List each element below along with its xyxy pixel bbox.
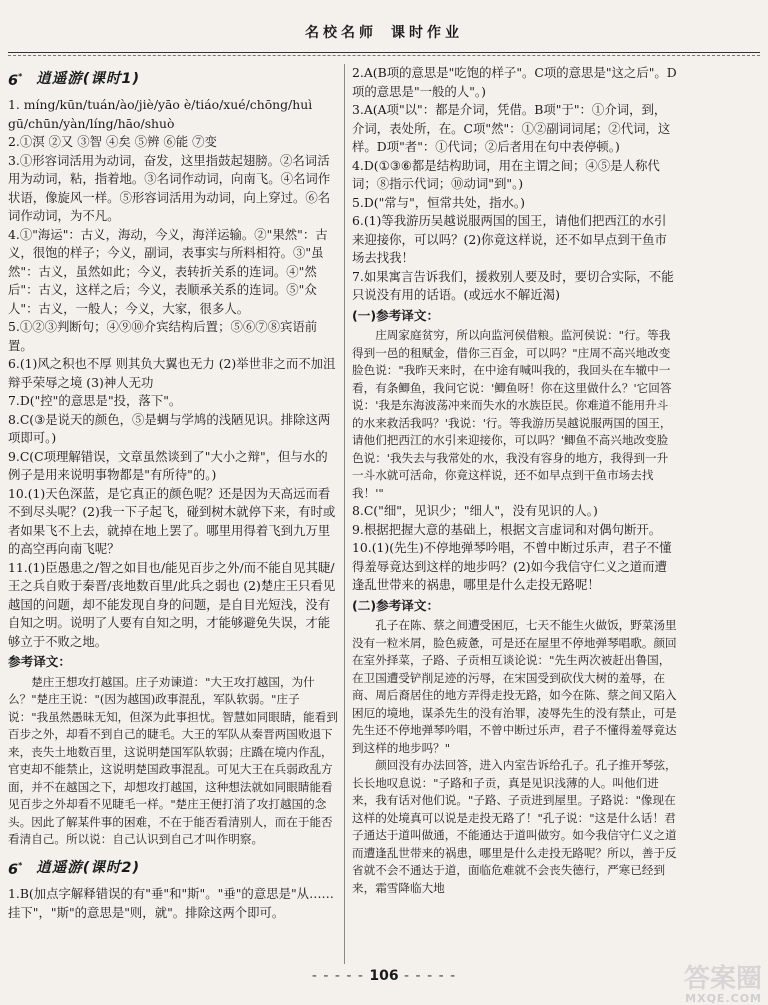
answer-item: 6.(1)等我游历吴越说服两国的国王，请他们把西江的水引来迎接你，可以吗？(2)你竟这样说，还不如早点到干鱼市场去找我！ (352, 213, 667, 265)
answer-item: 10.(1)天色深蓝，是它真正的颜色呢？还是因为天高远而看不到尽头呢？(2)我一下子起飞，碰到树木就停下来，有时或者如果飞不上去，就掉在地上罢了。哪里用得着飞到九万里的高空再向南飞呢？ (8, 485, 336, 557)
answer-item: 10.(1)(先生)不停地弹琴吟唱，不曾中断过乐声，君子不懂得羞辱竟达到这样的地步吗？(2)如今我信守仁义之道而遭逢乱世带来的祸患，哪里是什么走投无路呢！ (352, 540, 672, 592)
answer-item: 4.①"海运"：古义，海动，今义，海洋运输。②"果然"：古义，很饱的样子；今义，副词，表事实与所料相符。③"虽然"：古义，虽然如此；今义，表转折关系的连词。④"然后"：古义，这样之后；今义，表顺承关系的连词。⑤"众人"：古义，一般人；今义，大家，很多人。 (8, 226, 328, 316)
section-number: 6 (8, 72, 19, 89)
answer-item: 9.C(C项理解错误，文章虽然谈到了"大小之辩"，但与水的例子是用来说明事物都是"有所待"的。) (8, 448, 328, 483)
subsection-title: (一)参考译文： (352, 307, 440, 323)
answer-item: 7.D("控"的意思是"投，落下"。 (8, 393, 182, 409)
answer-item: 2.①溟 ②又 ③智 ④矣 ⑤辨 ⑥能 ⑦变 (8, 134, 217, 150)
answer-item: 9.根据把握大意的基础上，根据文言虚词和对偶句断开。 (352, 521, 662, 537)
answer-item: 5.①②③判断句；④⑨⑩介宾结构后置；⑤⑥⑦⑧宾语前置。 (8, 319, 318, 353)
site-watermark (612, 964, 762, 1005)
answer-item: 1.B(加点字解释错误的有"垂"和"斯"。"垂"的意思是"从……挂下"，"斯"的意思是"则，就"。排除这两个即可。 (8, 886, 334, 920)
answer-item: 3.①形容词活用为动词，奋发，这里指鼓起翅膀。②名词活用为动词，粘，指着地。③名词作动词，向南飞。④名词作状语，像旋风一样。⑤形容词活用为动词，向上穿过。⑥名词作动词，为不凡。 (8, 152, 331, 224)
page-number: 106 (369, 968, 399, 984)
answer-item: 8.C("细"，见识少；"细人"，没有见识的人。) (352, 503, 598, 518)
section-heading-1: 6* 逍遥游(课时1) (8, 70, 141, 89)
watermark-url: MXQE.COM (685, 992, 762, 1005)
section-number: 6 (8, 861, 19, 878)
reference-translation: 孔子在陈、蔡之间遭受困厄，七天不能生火做饭，野菜汤里没有一粒米屑，脸色疲惫，可是还在屋里不停地弹琴唱歌。颜回在室外择菜，子路、子贡相互谈论说："先生两次被赶出鲁国，在卫国遭受铲削足迹的污辱，在宋国受到砍伐大树的羞辱，在商、周后裔居住的地方弄得走投无路，如今在陈、蔡之间又陷入困厄的境地，谋杀先生的没有治罪，凌辱先生的没有禁止，可是先生还不停地弹琴吟唱，不曾中断过乐声，君子不懂得羞辱竟达到这样的地步吗？" (352, 618, 677, 755)
column-divider (344, 64, 345, 964)
answer-item: 7.如果寓言告诉我们，援救别人要及时，要切合实际，不能只说没有用的话语。(或远水不解近渴) (352, 268, 674, 302)
section-heading-2: 6* 逍遥游(课时2) (8, 859, 141, 878)
reference-translation-title: 参考译文： (8, 654, 71, 670)
running-header (0, 22, 768, 52)
answer-item: 2.A(B项的意思是"吃饱的样子"。C项的意思是"这之后"。D项的意思是"一般的人"。) (352, 65, 677, 99)
answer-item: 1. míng/kūn/tuán/ào/jiè/yāo è/tiáo/xué/chōng/huì gū/chūn/yàn/líng/hāo/shuò (8, 97, 313, 131)
answer-item: 6.(1)风之积也不厚 则其负大翼也无力 (2)举世非之而不加沮 辩乎荣辱之境 (3)神人无功 (8, 356, 336, 390)
right-column (352, 64, 678, 897)
section-title: 逍遥游(课时2) (36, 859, 141, 876)
answer-item: 4.D(①③⑥都是结构助词，用在主谓之间；④⑤是人称代词；⑧指示代词；⑩动词"到"。) (352, 157, 660, 191)
answer-item: 3.A(A项"以"：都是介词，凭借。B项"于"：①介词，到，介词，表处所，在。C项"然"：①②副词词尾；②代词，这样。D项"者"：①代词；②后者用在句中表停顿。) (352, 102, 671, 154)
answer-item: 5.D("常与"，恒常共处，指水。) (352, 194, 525, 210)
watermark-logo: 答案圈 (683, 964, 762, 994)
answer-item: 11.(1)臣愚患之/智之如目也/能见百步之外/而不能自见其睫/王之兵自败于秦晋/丧地数百里/此兵之弱也 (2)楚庄王只看见越国的问题，却不能发现自身的问题，是自目光短浅，没有自知之明。说明了人要有自知之明，才能够避免失误，才能够立于不败之地。 (8, 559, 336, 649)
subsection-title: (二)参考译文： (352, 597, 440, 613)
page-footer: - - - - - 106 - - - - - (311, 968, 457, 984)
reference-translation: 楚庄王想攻打越国。庄子劝谏道："大王攻打越国，为什么？"楚庄王说："(因为越国)政事混乱，军队软弱。"庄子说："我虽然愚昧无知，但深为此事担忧。智慧如同眼睛，能看到百步之外，却看不到自己的睫毛。大王的军队从秦晋两国败退下来，丧失土地数百里，这说明楚国军队软弱；庄蹻在境内作乱，官吏却不能禁止，这说明楚国政事混乱。可见大王在兵弱政乱方面，并不在越国之下，却想攻打越国，这种想法就如同眼睛能看见百步之外却看不见睫毛一样。"楚庄王便打消了攻打越国的念头。因此了解某件事的困难，不在于能否看清别人，而在于能否看清自己。所以说：自己认识到自己才叫作明察。 (8, 674, 338, 847)
section-title: 逍遥游(课时1) (36, 70, 141, 87)
left-column (8, 64, 338, 922)
reference-translation: 庄周家庭贫穷，所以向监河侯借粮。监河侯说："行。等我得到一邑的租赋金，借你三百金，可以吗？"庄周不高兴地改变脸色说："我昨天来时，在中途有喊叫我的，我回头在车辙中一看，有条鲫鱼，我问它说：'鲫鱼呀！你在这里做什么？'它回答说：'我是东海波荡冲来而失水的水族臣民。你难道不能用升斗的水来救活我吗？'我说：'行。等我游历吴越说服两国的国王，请他们把西江的水引来迎接你，可以吗？'鲫鱼不高兴地改变脸色说：'我失去与我常处的水，我没有容身的地方，我得到一升一斗水就可活命，你竟这样说，还不如早点到干鱼市场去找我！'" (352, 328, 672, 500)
answer-item: 8.C(③是说天的颜色，⑤是蜩与学鸠的浅陋见识。排除这两项即可。) (8, 411, 331, 446)
header-rule (8, 52, 760, 56)
header-right: 课时作业 (391, 25, 463, 41)
header-left: 名校名师 (305, 25, 377, 41)
reference-translation: 颜回没有办法回答，进入内室告诉给孔子。孔子推开琴弦，长长地叹息说："子路和子贡，真是见识浅薄的人。叫他们进来，我有话对他们说。"子路、子贡进到屋里。子路说："像现在这样的处境真可以说是走投无路了！"孔子说："这是什么话！君子通达于道叫做通，不能通达于道叫做穷。如今我信守仁义之道而遭逢乱世带来的祸患，哪里是什么走投无路呢？所以，善于反省就不会不通达于道，面临危难就不会丧失德行，严寒已经到来，霜雪降临大地 (352, 758, 677, 895)
